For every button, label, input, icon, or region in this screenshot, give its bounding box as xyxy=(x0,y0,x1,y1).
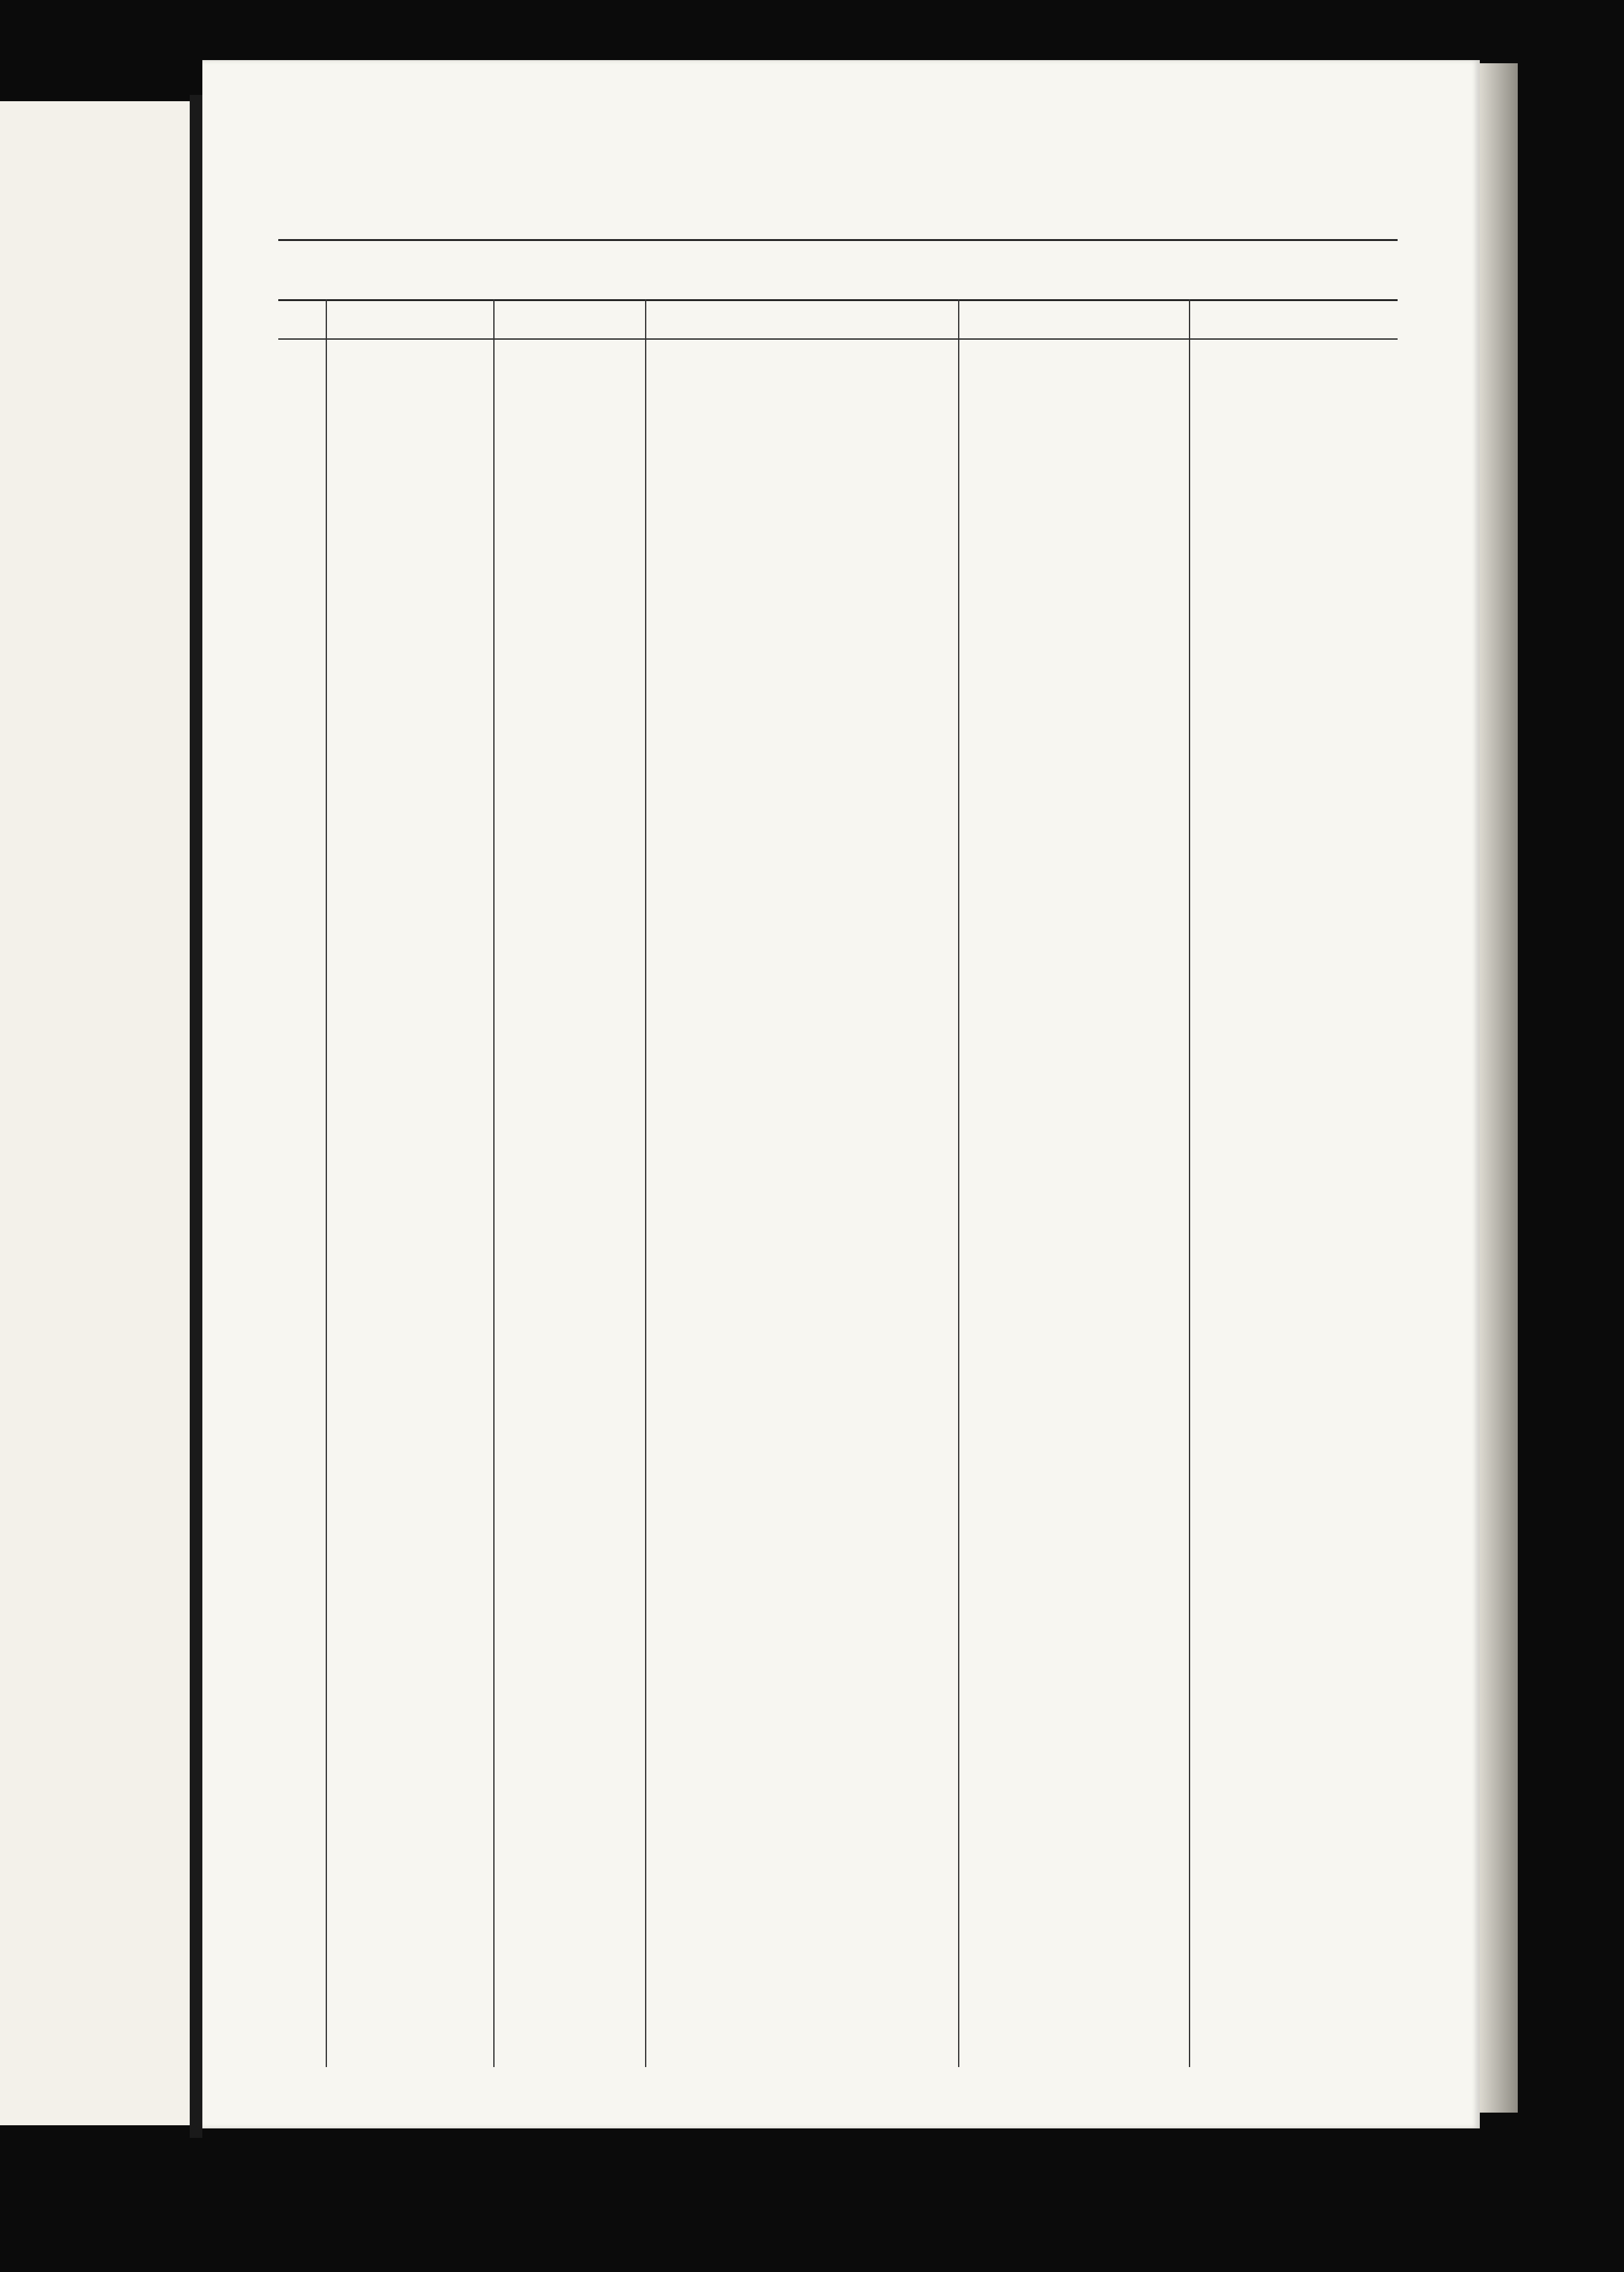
column-divider xyxy=(493,299,495,2067)
page-edge xyxy=(1480,63,1518,2113)
left-page-fragment xyxy=(0,101,190,2125)
header-rule xyxy=(278,239,1398,241)
column-divider xyxy=(326,299,327,2067)
table-top-rule xyxy=(278,299,1398,301)
column-divider xyxy=(645,299,646,2067)
right-page xyxy=(202,60,1480,2128)
book-spine xyxy=(190,95,202,2138)
column-divider xyxy=(958,299,959,2067)
column-header-rule xyxy=(278,338,1398,340)
column-divider xyxy=(1189,299,1190,2067)
